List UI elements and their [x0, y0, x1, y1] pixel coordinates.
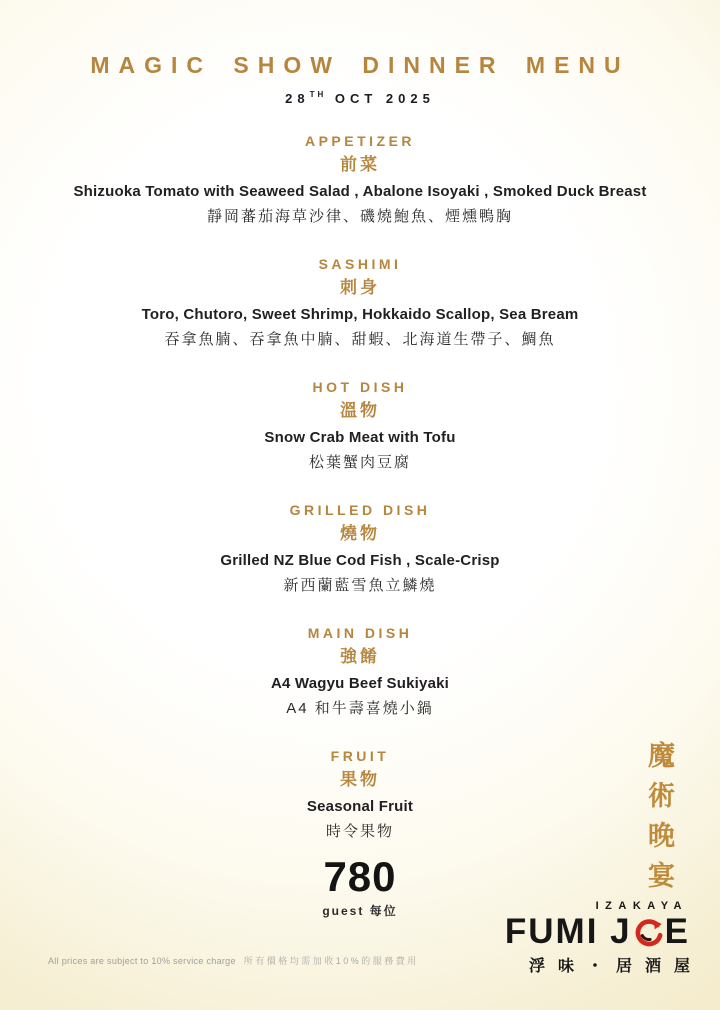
section-title-en: MAIN DISH [307, 625, 413, 641]
section-hot-dish [0, 377, 720, 475]
section-dishes-zh: 新西蘭藍雪魚立鱗燒 [283, 577, 437, 594]
section-dishes-en: A4 Wagyu Beef Sukiyaki [270, 675, 450, 692]
service-charge-note-zh: 所有價格均需加收10%的服務費用 [243, 956, 419, 966]
section-title-zh: 果物 [340, 770, 380, 789]
header [0, 52, 720, 106]
event-date [0, 90, 720, 106]
page-title: MAGIC SHOW DINNER MENU [90, 52, 630, 78]
price-unit: guest 每位 [322, 904, 398, 918]
date-ordinal: TH [309, 90, 327, 99]
brand-name-left: FUMI J [504, 912, 632, 951]
service-charge-note-en: All prices are subject to 10% service charge [48, 956, 236, 966]
menu-sections [0, 131, 720, 869]
section-title-en: FRUIT [330, 748, 390, 764]
date-day: 28 [285, 91, 310, 106]
enso-circle-icon [633, 917, 664, 948]
section-sashimi [0, 254, 720, 352]
section-dishes-en: Shizuoka Tomato with Seaweed Salad , Abalone Isoyaki , Smoked Duck Breast [73, 183, 647, 200]
brand-name-right: E [664, 912, 690, 951]
section-dishes-en: Toro, Chutoro, Sweet Shrimp, Hokkaido Scallop, Sea Bream [141, 306, 579, 323]
section-title-en: SASHIMI [318, 256, 402, 272]
section-dishes-zh: 靜岡蕃茄海草沙律、磯燒鮑魚、煙燻鴨胸 [206, 208, 513, 225]
vertical-banner-magic-dinner: 魔術晚宴 [643, 741, 674, 901]
section-title-en: GRILLED DISH [289, 502, 431, 518]
brand-name [500, 913, 690, 951]
section-title-zh: 刺身 [340, 278, 380, 297]
section-dishes-en: Snow Crab Meat with Tofu [264, 429, 456, 446]
section-title-zh: 燒物 [340, 524, 380, 543]
section-dishes-en: Seasonal Fruit [306, 798, 414, 815]
brand-tagline: IZAKAYA [595, 900, 688, 912]
section-grilled-dish [0, 500, 720, 598]
brand-logo [500, 900, 703, 976]
section-dishes-en: Grilled NZ Blue Cod Fish , Scale-Crisp [220, 552, 500, 569]
section-title-en: HOT DISH [312, 379, 408, 395]
section-title-zh: 強餚 [340, 647, 380, 666]
section-dishes-zh: A4 和牛壽喜燒小鍋 [286, 700, 434, 717]
section-title-zh: 溫物 [340, 401, 380, 420]
section-appetizer [0, 131, 720, 229]
service-charge-note [48, 954, 419, 967]
price-amount: 780 [323, 853, 397, 900]
section-title-en: APPETIZER [304, 133, 416, 149]
section-dishes-zh: 時令果物 [325, 823, 394, 840]
brand-subtitle-zh: 浮味・居酒屋 [528, 958, 703, 975]
section-dishes-zh: 松葉蟹肉豆腐 [308, 454, 411, 471]
section-fruit [0, 746, 720, 844]
date-rest: OCT 2025 [326, 91, 435, 106]
section-dishes-zh: 吞拿魚腩、吞拿魚中腩、甜蝦、北海道生帶子、鯛魚 [164, 331, 556, 348]
section-title-zh: 前菜 [340, 155, 380, 174]
section-main-dish [0, 623, 720, 721]
